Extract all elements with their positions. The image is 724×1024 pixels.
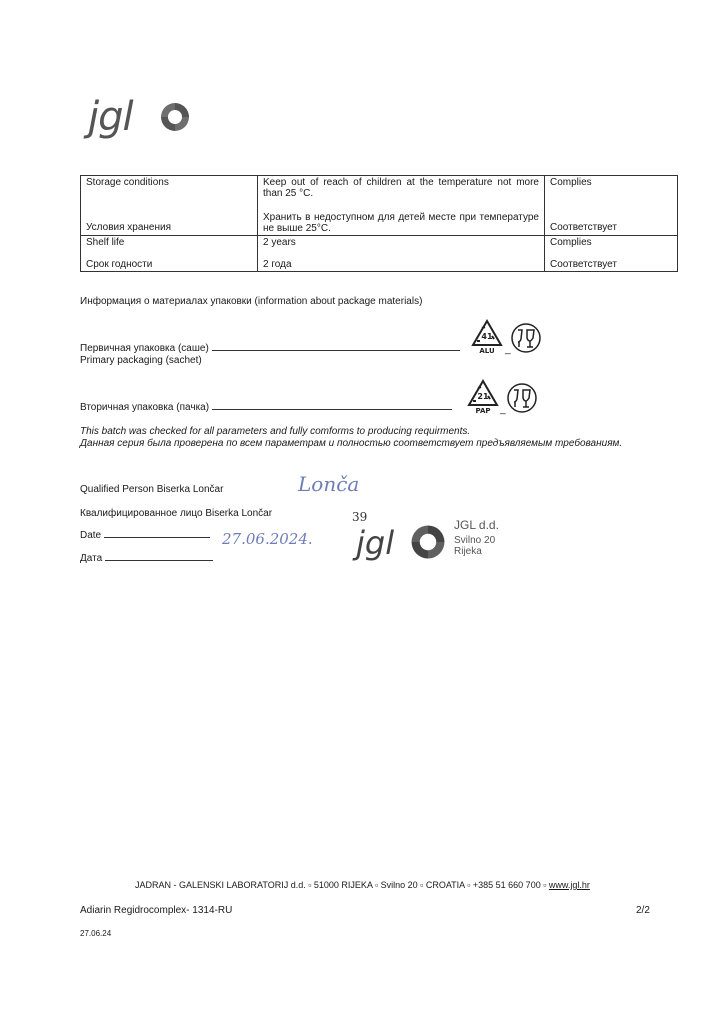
logo-wordmark: jgl	[88, 94, 133, 140]
table-row	[81, 176, 678, 236]
result-ru: Соответствует	[550, 259, 617, 270]
stamp-company: JGL d.d.	[454, 518, 499, 532]
document-name: Adiarin Regidrocomplex- 1314-RU	[80, 905, 233, 916]
code-number: 21	[477, 392, 489, 401]
result-ru: Соответствует	[550, 222, 617, 233]
primary-packaging-ru: Первичная упаковка (саше)	[80, 343, 460, 355]
stamp-street: Svilno 20	[454, 535, 496, 546]
food-contact-icon	[510, 322, 542, 354]
date-line	[105, 560, 213, 561]
requirement-en: 2 years	[263, 237, 296, 248]
fill-line	[212, 350, 460, 351]
footer-date: 27.06.24	[80, 929, 112, 938]
website-link[interactable]: www.jgl.hr	[548, 880, 590, 890]
handwritten-date: 27.06.2024.	[222, 530, 313, 548]
code-number: 41	[481, 332, 493, 341]
statement-en: This batch was checked for all parameters and fully comforms to producing requirments.	[80, 426, 471, 437]
table-row	[81, 236, 678, 272]
stamp-swirl-icon	[408, 522, 448, 562]
code-text: ALU	[479, 347, 495, 354]
page-number: 2/2	[636, 905, 650, 916]
param-ru: Условия хранения	[86, 222, 172, 233]
logo-swirl-icon	[158, 100, 192, 134]
qualified-person-ru: Квалифицированное лицо Biserka Lončar	[80, 508, 273, 519]
stamp-number: 39	[352, 510, 368, 524]
specification-table	[80, 175, 678, 272]
param-ru: Срок годности	[86, 259, 153, 270]
underscore: _	[505, 344, 511, 355]
date-ru-row: Дата	[80, 553, 213, 565]
date-en-row: Date	[80, 530, 210, 542]
recycling-pap-icon	[466, 378, 500, 414]
stamp-logo-word: jgl	[356, 524, 395, 562]
qualified-person-en: Qualified Person Biserka Lončar	[80, 484, 224, 495]
company-logo	[88, 88, 198, 152]
footer-address: JADRAN - GALENSKI LABORATORIJ d.d. ▫ 51000 RIJEKA ▫ Svilno 20 ▫ CROATIA ▫ +385 51 660 700 ▫ www.jgl.hr	[135, 880, 590, 890]
recycling-alu-icon	[470, 318, 504, 354]
handwritten-signature: Lonča	[298, 472, 360, 496]
requirement-en: Keep out of reach of children at the temperature not more than 25 °C.	[263, 177, 539, 199]
result-en: Complies	[550, 237, 592, 248]
date-line	[104, 537, 210, 538]
requirement-ru: Хранить в недоступном для детей месте при температуре не выше 25°C.	[263, 212, 539, 234]
statement-ru: Данная серия была проверена по всем параметрам и полностью соответствует предъявляемым требованиям.	[80, 438, 623, 449]
food-contact-icon	[506, 382, 538, 414]
param-en: Shelf life	[86, 237, 125, 248]
param-en: Storage conditions	[86, 177, 169, 188]
code-text: PAP	[475, 407, 491, 414]
requirement-ru: 2 года	[263, 259, 292, 270]
fill-line	[212, 409, 452, 410]
primary-packaging-en: Primary packaging (sachet)	[80, 355, 202, 366]
secondary-packaging-ru: Вторичная упаковка (пачка)	[80, 402, 452, 414]
company-stamp	[356, 520, 516, 570]
underscore: _	[500, 404, 506, 415]
result-en: Complies	[550, 177, 592, 188]
stamp-city: Rijeka	[454, 546, 482, 557]
packaging-title: Информация о материалах упаковки (information about package materials)	[80, 296, 423, 307]
